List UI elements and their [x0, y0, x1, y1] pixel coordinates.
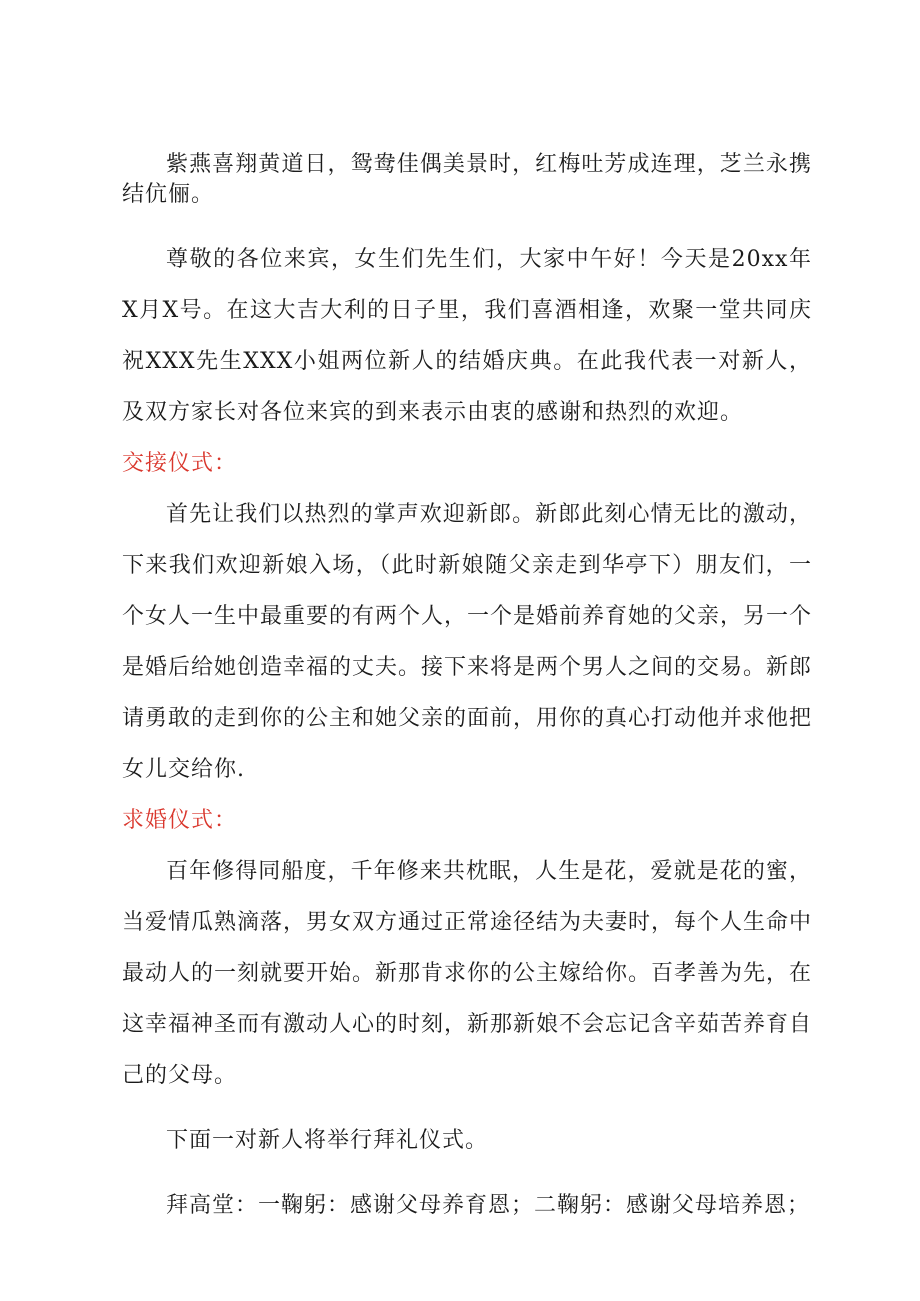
greeting-paragraph: 尊敬的各位来宾，女生们先生们，大家中午好！今天是20xx年X月X号。在这大吉大利的日子里，我们喜酒相逢，欢聚一堂共同庆祝XXX先生XXX小姐两位新人的结婚庆典。在此我代表一对新人，及双方家长对各位来宾的到来表示由衷的感谢和热烈的欢迎。 — [122, 247, 812, 425]
spacer — [122, 1101, 812, 1115]
bow-ritual-paragraph: 拜高堂：一鞠躬：感谢父母养育恩；二鞠躬：感谢父母培养恩； — [166, 1193, 811, 1218]
document-body — [122, 150, 812, 1231]
proposal-paragraph: 百年修得同船度，千年修来共枕眠，人生是花，爱就是花的蜜，当爱情瓜熟滴落，男女双方通过正常途径结为夫妻时，每个人生命中最动人的一刻就要开始。新那肯求你的公主嫁给你。百孝善为先，在这幸福神圣而有激动人心的时刻，新那新娘不会忘记含辛茹苦养育自己的父母。 — [122, 859, 813, 1088]
spacer — [122, 210, 812, 234]
ceremony-intro-paragraph: 下面一对新人将举行拜礼仪式。 — [166, 1128, 489, 1153]
opening-couplet: 紫燕喜翔黄道日，鸳鸯佳偶美景时，红梅吐芳成连理，芝兰永携结伉俪。 — [122, 152, 812, 207]
spacer — [122, 1166, 812, 1180]
proposal-heading: 求婚仪式： — [122, 808, 238, 833]
handover-heading: 交接仪式： — [122, 451, 238, 476]
handover-paragraph: 首先让我们以热烈的掌声欢迎新郎。新郎此刻心情无比的激动，下来我们欢迎新娘入场，（此时新娘随父亲走到华亭下）朋友们，一个女人一生中最重要的有两个人，一个是婚前养育她的父亲，另一个是婚后给她创造幸福的丈夫。接下来将是两个男人之间的交易。新郎请勇敢的走到你的公主和她父亲的面前，用你的真心打动他并求他把女儿交给你. — [122, 502, 813, 782]
